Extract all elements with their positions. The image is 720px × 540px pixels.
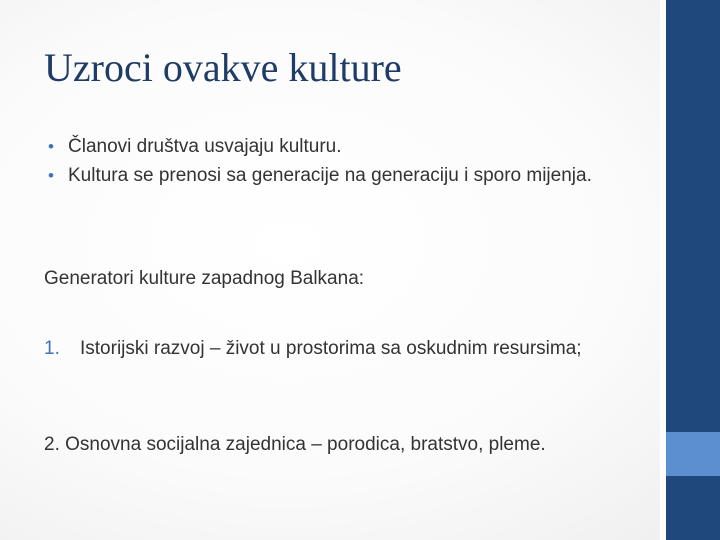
- side-bar-highlight: [666, 432, 720, 476]
- subheading: Generatori kulture zapadnog Balkana:: [44, 268, 365, 289]
- item-number: 1.: [44, 338, 60, 359]
- bullet-dot-icon: •: [48, 166, 54, 185]
- numbered-item: [44, 336, 644, 361]
- item-text: Istorijski razvoj – život u prostorima sa oskudnim resursima;: [80, 338, 582, 359]
- bullet-item: [46, 134, 646, 159]
- bullet-text: Kultura se prenosi sa generacije na generaciju i sporo mijenja.: [68, 165, 592, 186]
- bullet-text: Članovi društva usvajaju kulturu.: [68, 136, 342, 157]
- bullet-dot-icon: •: [48, 137, 54, 156]
- point-two: 2. Osnovna socijalna zajednica – porodica, bratstvo, pleme.: [44, 434, 546, 455]
- bullet-item: [46, 163, 646, 188]
- slide-title: Uzroci ovakve kulture: [44, 45, 402, 90]
- side-bar: [666, 0, 720, 540]
- bullet-list: [46, 134, 646, 192]
